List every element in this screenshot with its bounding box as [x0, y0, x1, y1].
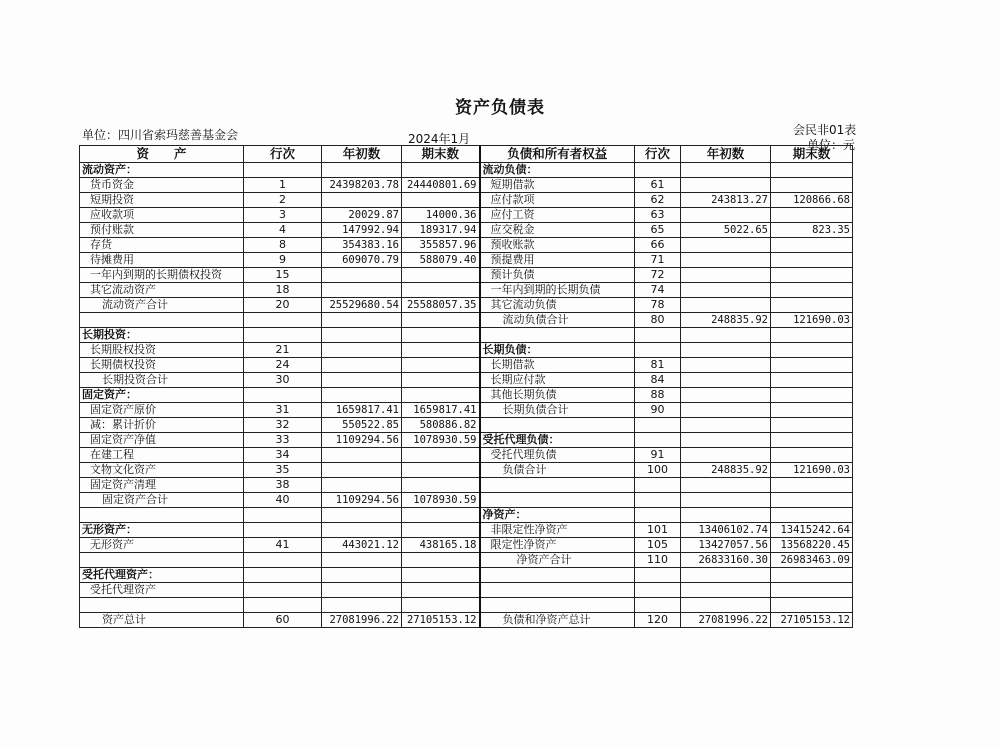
- asset-end-cell: 1659817.41: [402, 403, 480, 418]
- liability-end-cell: [771, 328, 853, 343]
- liability-begin-cell: [681, 163, 771, 178]
- liability-line-no-cell: 81: [635, 358, 681, 373]
- liability-line-no-cell: [635, 163, 681, 178]
- asset-end-cell: [402, 553, 480, 568]
- asset-end-cell: 25588057.35: [402, 298, 480, 313]
- asset-line-no-cell: 18: [244, 283, 322, 298]
- table-row: [80, 283, 853, 298]
- asset-item-cell: 流动资产：: [80, 163, 244, 178]
- asset-end-cell: [402, 448, 480, 463]
- asset-end-cell: [402, 583, 480, 598]
- asset-item-cell: 无形资产: [80, 538, 244, 553]
- liability-item-cell: 预计负债: [480, 268, 635, 283]
- asset-line-no-cell: 15: [244, 268, 322, 283]
- asset-line-no-cell: 32: [244, 418, 322, 433]
- asset-begin-cell: 354383.16: [322, 238, 402, 253]
- asset-line-no-cell: 1: [244, 178, 322, 193]
- liability-end-cell: [771, 358, 853, 373]
- liability-end-cell: 26983463.09: [771, 553, 853, 568]
- asset-begin-cell: [322, 268, 402, 283]
- liability-begin-cell: [681, 328, 771, 343]
- asset-line-no-cell: [244, 583, 322, 598]
- asset-item-cell: 长期股权投资: [80, 343, 244, 358]
- liability-line-no-cell: 120: [635, 613, 681, 628]
- asset-end-cell: [402, 388, 480, 403]
- asset-end-cell: [402, 313, 480, 328]
- table-row: [80, 448, 853, 463]
- liability-begin-cell: [681, 493, 771, 508]
- liability-begin-cell: [681, 568, 771, 583]
- table-row: [80, 208, 853, 223]
- asset-end-cell: 588079.40: [402, 253, 480, 268]
- asset-line-no-cell: 30: [244, 373, 322, 388]
- asset-line-no-cell: 33: [244, 433, 322, 448]
- liability-item-cell: [480, 478, 635, 493]
- liability-item-cell: 应付款项: [480, 193, 635, 208]
- liability-begin-cell: 26833160.30: [681, 553, 771, 568]
- table-row: [80, 298, 853, 313]
- liability-begin-cell: [681, 268, 771, 283]
- liability-begin-cell: 248835.92: [681, 463, 771, 478]
- asset-begin-cell: 1659817.41: [322, 403, 402, 418]
- liability-item-cell: 限定性净资产: [480, 538, 635, 553]
- asset-line-no-cell: 35: [244, 463, 322, 478]
- liability-line-no-cell: 110: [635, 553, 681, 568]
- liability-end-cell: [771, 403, 853, 418]
- asset-line-no-cell: 41: [244, 538, 322, 553]
- asset-end-cell: 189317.94: [402, 223, 480, 238]
- liability-begin-cell: 248835.92: [681, 313, 771, 328]
- header-liabilities: 负债和所有者权益: [480, 146, 635, 163]
- liability-item-cell: 短期借款: [480, 178, 635, 193]
- liability-line-no-cell: 100: [635, 463, 681, 478]
- asset-line-no-cell: 34: [244, 448, 322, 463]
- liability-item-cell: 其他长期负债: [480, 388, 635, 403]
- asset-end-cell: [402, 568, 480, 583]
- asset-begin-cell: [322, 313, 402, 328]
- liability-item-cell: 长期借款: [480, 358, 635, 373]
- liability-item-cell: 流动负债合计: [480, 313, 635, 328]
- liability-end-cell: 13568220.45: [771, 538, 853, 553]
- asset-item-cell: 固定资产原价: [80, 403, 244, 418]
- asset-end-cell: 580886.82: [402, 418, 480, 433]
- table-row: [80, 508, 853, 523]
- asset-begin-cell: [322, 583, 402, 598]
- liability-end-cell: [771, 343, 853, 358]
- liability-line-no-cell: 101: [635, 523, 681, 538]
- asset-item-cell: 减：累计折价: [80, 418, 244, 433]
- liability-begin-cell: 243813.27: [681, 193, 771, 208]
- liability-line-no-cell: 74: [635, 283, 681, 298]
- table-row: [80, 223, 853, 238]
- liability-begin-cell: [681, 208, 771, 223]
- liability-item-cell: 一年内到期的长期负债: [480, 283, 635, 298]
- asset-line-no-cell: [244, 328, 322, 343]
- asset-end-cell: 14000.36: [402, 208, 480, 223]
- asset-line-no-cell: 4: [244, 223, 322, 238]
- table-row: [80, 568, 853, 583]
- liability-item-cell: 预收账款: [480, 238, 635, 253]
- liability-end-cell: [771, 568, 853, 583]
- asset-line-no-cell: [244, 388, 322, 403]
- asset-line-no-cell: 60: [244, 613, 322, 628]
- liability-end-cell: [771, 208, 853, 223]
- asset-end-cell: [402, 463, 480, 478]
- table-row: [80, 613, 853, 628]
- liability-end-cell: [771, 448, 853, 463]
- asset-item-cell: [80, 313, 244, 328]
- liability-line-no-cell: 84: [635, 373, 681, 388]
- asset-end-cell: 438165.18: [402, 538, 480, 553]
- liability-line-no-cell: 61: [635, 178, 681, 193]
- asset-begin-cell: [322, 508, 402, 523]
- liability-end-cell: [771, 178, 853, 193]
- asset-line-no-cell: [244, 313, 322, 328]
- liability-item-cell: [480, 328, 635, 343]
- liability-begin-cell: [681, 583, 771, 598]
- header-begin: 年初数: [322, 146, 402, 163]
- liability-end-cell: [771, 283, 853, 298]
- liability-item-cell: 其它流动负债: [480, 298, 635, 313]
- liability-end-cell: [771, 493, 853, 508]
- table-row: [80, 253, 853, 268]
- table-row: [80, 433, 853, 448]
- liability-line-no-cell: [635, 418, 681, 433]
- liability-end-cell: [771, 598, 853, 613]
- liability-end-cell: [771, 478, 853, 493]
- liability-item-cell: [480, 583, 635, 598]
- asset-begin-cell: [322, 478, 402, 493]
- asset-end-cell: 355857.96: [402, 238, 480, 253]
- asset-begin-cell: 20029.87: [322, 208, 402, 223]
- table-row: [80, 328, 853, 343]
- liability-item-cell: [480, 568, 635, 583]
- table-row: [80, 523, 853, 538]
- table-row: [80, 478, 853, 493]
- asset-item-cell: 固定资产：: [80, 388, 244, 403]
- asset-item-cell: 应收款项: [80, 208, 244, 223]
- liability-begin-cell: [681, 283, 771, 298]
- liability-end-cell: 823.35: [771, 223, 853, 238]
- liability-begin-cell: [681, 433, 771, 448]
- asset-begin-cell: [322, 193, 402, 208]
- liability-end-cell: [771, 298, 853, 313]
- asset-end-cell: [402, 508, 480, 523]
- table-row: [80, 343, 853, 358]
- asset-item-cell: 固定资产合计: [80, 493, 244, 508]
- asset-begin-cell: 24398203.78: [322, 178, 402, 193]
- asset-item-cell: 货币资金: [80, 178, 244, 193]
- liability-line-no-cell: 90: [635, 403, 681, 418]
- liability-line-no-cell: 63: [635, 208, 681, 223]
- table-row: [80, 418, 853, 433]
- asset-end-cell: [402, 193, 480, 208]
- page-title: 资产负债表: [455, 98, 545, 118]
- organization-unit: 单位：四川省索玛慈善基金会: [82, 128, 239, 142]
- table-row: [80, 403, 853, 418]
- asset-line-no-cell: [244, 523, 322, 538]
- asset-begin-cell: [322, 388, 402, 403]
- liability-item-cell: 流动负债：: [480, 163, 635, 178]
- asset-line-no-cell: 3: [244, 208, 322, 223]
- liability-line-no-cell: 65: [635, 223, 681, 238]
- liability-item-cell: 负债和净资产总计: [480, 613, 635, 628]
- liability-item-cell: 非限定性净资产: [480, 523, 635, 538]
- asset-line-no-cell: 9: [244, 253, 322, 268]
- liability-begin-cell: 5022.65: [681, 223, 771, 238]
- liability-item-cell: 应付工资: [480, 208, 635, 223]
- asset-begin-cell: 609070.79: [322, 253, 402, 268]
- asset-begin-cell: [322, 283, 402, 298]
- asset-begin-cell: 550522.85: [322, 418, 402, 433]
- table-row: [80, 388, 853, 403]
- liability-line-no-cell: 72: [635, 268, 681, 283]
- header-row: [80, 146, 853, 163]
- asset-line-no-cell: [244, 598, 322, 613]
- balance-sheet-table: [79, 145, 853, 628]
- asset-begin-cell: [322, 523, 402, 538]
- liability-item-cell: 受托代理负债：: [480, 433, 635, 448]
- asset-line-no-cell: 8: [244, 238, 322, 253]
- liability-begin-cell: [681, 358, 771, 373]
- liability-end-cell: [771, 418, 853, 433]
- liability-line-no-cell: [635, 598, 681, 613]
- asset-item-cell: 受托代理资产：: [80, 568, 244, 583]
- liability-begin-cell: [681, 238, 771, 253]
- liability-end-cell: [771, 163, 853, 178]
- asset-end-cell: [402, 163, 480, 178]
- asset-end-cell: 1078930.59: [402, 433, 480, 448]
- asset-begin-cell: [322, 598, 402, 613]
- liability-end-cell: [771, 508, 853, 523]
- table-row: [80, 268, 853, 283]
- asset-item-cell: 固定资产净值: [80, 433, 244, 448]
- liability-end-cell: [771, 268, 853, 283]
- asset-item-cell: [80, 553, 244, 568]
- liability-line-no-cell: 88: [635, 388, 681, 403]
- liability-line-no-cell: 105: [635, 538, 681, 553]
- liability-end-cell: 27105153.12: [771, 613, 853, 628]
- asset-begin-cell: [322, 448, 402, 463]
- liability-begin-cell: 13427057.56: [681, 538, 771, 553]
- report-period: 2024年1月: [408, 132, 471, 146]
- asset-begin-cell: [322, 373, 402, 388]
- liability-begin-cell: [681, 403, 771, 418]
- asset-end-cell: [402, 343, 480, 358]
- asset-begin-cell: 443021.12: [322, 538, 402, 553]
- liability-end-cell: 120866.68: [771, 193, 853, 208]
- liability-begin-cell: [681, 388, 771, 403]
- asset-item-cell: 预付账款: [80, 223, 244, 238]
- asset-end-cell: 27105153.12: [402, 613, 480, 628]
- liability-line-no-cell: 71: [635, 253, 681, 268]
- asset-begin-cell: [322, 163, 402, 178]
- table-row: [80, 313, 853, 328]
- liability-begin-cell: 13406102.74: [681, 523, 771, 538]
- liability-end-cell: [771, 388, 853, 403]
- liability-begin-cell: [681, 508, 771, 523]
- liability-begin-cell: 27081996.22: [681, 613, 771, 628]
- asset-item-cell: 固定资产清理: [80, 478, 244, 493]
- asset-item-cell: [80, 508, 244, 523]
- asset-begin-cell: 25529680.54: [322, 298, 402, 313]
- asset-item-cell: 流动资产合计: [80, 298, 244, 313]
- liability-item-cell: 受托代理负债: [480, 448, 635, 463]
- liability-line-no-cell: 80: [635, 313, 681, 328]
- liability-begin-cell: [681, 253, 771, 268]
- asset-end-cell: [402, 328, 480, 343]
- liability-begin-cell: [681, 478, 771, 493]
- liability-end-cell: [771, 373, 853, 388]
- liability-line-no-cell: [635, 343, 681, 358]
- liability-line-no-cell: [635, 583, 681, 598]
- asset-line-no-cell: 21: [244, 343, 322, 358]
- liability-line-no-cell: [635, 508, 681, 523]
- header-line-no-right: 行次: [635, 146, 681, 163]
- table-row: [80, 178, 853, 193]
- asset-item-cell: 文物文化资产: [80, 463, 244, 478]
- liability-item-cell: 净资产：: [480, 508, 635, 523]
- asset-line-no-cell: 2: [244, 193, 322, 208]
- liability-begin-cell: [681, 598, 771, 613]
- liability-line-no-cell: [635, 328, 681, 343]
- asset-line-no-cell: [244, 568, 322, 583]
- asset-line-no-cell: 40: [244, 493, 322, 508]
- liability-end-cell: 13415242.64: [771, 523, 853, 538]
- liability-begin-cell: [681, 373, 771, 388]
- asset-end-cell: [402, 358, 480, 373]
- asset-begin-cell: [322, 553, 402, 568]
- asset-end-cell: [402, 598, 480, 613]
- asset-line-no-cell: 31: [244, 403, 322, 418]
- table-row: [80, 358, 853, 373]
- liability-item-cell: 预提费用: [480, 253, 635, 268]
- asset-end-cell: [402, 478, 480, 493]
- asset-item-cell: 短期投资: [80, 193, 244, 208]
- liability-item-cell: 长期负债：: [480, 343, 635, 358]
- asset-end-cell: [402, 283, 480, 298]
- liability-line-no-cell: [635, 478, 681, 493]
- liability-end-cell: [771, 433, 853, 448]
- asset-begin-cell: [322, 358, 402, 373]
- asset-begin-cell: [322, 463, 402, 478]
- asset-begin-cell: 27081996.22: [322, 613, 402, 628]
- header-assets: 资 产: [80, 146, 244, 163]
- liability-item-cell: [480, 598, 635, 613]
- liability-end-cell: [771, 238, 853, 253]
- liability-begin-cell: [681, 418, 771, 433]
- liability-line-no-cell: 66: [635, 238, 681, 253]
- asset-item-cell: 无形资产：: [80, 523, 244, 538]
- asset-item-cell: 受托代理资产: [80, 583, 244, 598]
- asset-end-cell: [402, 268, 480, 283]
- liability-item-cell: 长期应付款: [480, 373, 635, 388]
- asset-item-cell: 存货: [80, 238, 244, 253]
- asset-item-cell: 资产总计: [80, 613, 244, 628]
- liability-line-no-cell: 62: [635, 193, 681, 208]
- liability-item-cell: 负债合计: [480, 463, 635, 478]
- liability-item-cell: 长期负债合计: [480, 403, 635, 418]
- currency-unit: 单位：元: [807, 138, 856, 152]
- asset-begin-cell: [322, 328, 402, 343]
- liability-line-no-cell: 78: [635, 298, 681, 313]
- asset-begin-cell: 1109294.56: [322, 433, 402, 448]
- asset-end-cell: [402, 373, 480, 388]
- asset-begin-cell: [322, 343, 402, 358]
- asset-begin-cell: [322, 568, 402, 583]
- liability-line-no-cell: [635, 493, 681, 508]
- liability-end-cell: [771, 583, 853, 598]
- table-row: [80, 538, 853, 553]
- liability-end-cell: [771, 253, 853, 268]
- table-row: [80, 163, 853, 178]
- liability-end-cell: 121690.03: [771, 313, 853, 328]
- asset-end-cell: 24440801.69: [402, 178, 480, 193]
- liability-begin-cell: [681, 298, 771, 313]
- asset-line-no-cell: [244, 508, 322, 523]
- liability-item-cell: [480, 493, 635, 508]
- table-row: [80, 238, 853, 253]
- asset-item-cell: 一年内到期的长期债权投资: [80, 268, 244, 283]
- asset-end-cell: [402, 523, 480, 538]
- asset-begin-cell: 147992.94: [322, 223, 402, 238]
- liability-line-no-cell: [635, 568, 681, 583]
- asset-item-cell: 长期投资合计: [80, 373, 244, 388]
- liability-begin-cell: [681, 343, 771, 358]
- liability-end-cell: 121690.03: [771, 463, 853, 478]
- liability-item-cell: 应交税金: [480, 223, 635, 238]
- header-begin-right: 年初数: [681, 146, 771, 163]
- table-row: [80, 553, 853, 568]
- header-end: 期末数: [402, 146, 480, 163]
- header-line-no: 行次: [244, 146, 322, 163]
- table-row: [80, 583, 853, 598]
- liability-line-no-cell: [635, 433, 681, 448]
- asset-item-cell: [80, 598, 244, 613]
- table-row: [80, 598, 853, 613]
- asset-line-no-cell: [244, 163, 322, 178]
- asset-end-cell: 1078930.59: [402, 493, 480, 508]
- asset-line-no-cell: 24: [244, 358, 322, 373]
- liability-begin-cell: [681, 448, 771, 463]
- liability-begin-cell: [681, 178, 771, 193]
- asset-begin-cell: 1109294.56: [322, 493, 402, 508]
- liability-item-cell: [480, 418, 635, 433]
- asset-line-no-cell: 20: [244, 298, 322, 313]
- asset-item-cell: 长期债权投资: [80, 358, 244, 373]
- table-row: [80, 493, 853, 508]
- asset-item-cell: 在建工程: [80, 448, 244, 463]
- table-row: [80, 373, 853, 388]
- header-end-right: 期末数: [771, 146, 853, 163]
- asset-line-no-cell: [244, 553, 322, 568]
- liability-item-cell: 净资产合计: [480, 553, 635, 568]
- table-row: [80, 463, 853, 478]
- form-code: 会民非01表: [793, 123, 857, 137]
- asset-item-cell: 长期投资：: [80, 328, 244, 343]
- liability-line-no-cell: 91: [635, 448, 681, 463]
- table-row: [80, 193, 853, 208]
- asset-item-cell: 待摊费用: [80, 253, 244, 268]
- asset-item-cell: 其它流动资产: [80, 283, 244, 298]
- asset-line-no-cell: 38: [244, 478, 322, 493]
